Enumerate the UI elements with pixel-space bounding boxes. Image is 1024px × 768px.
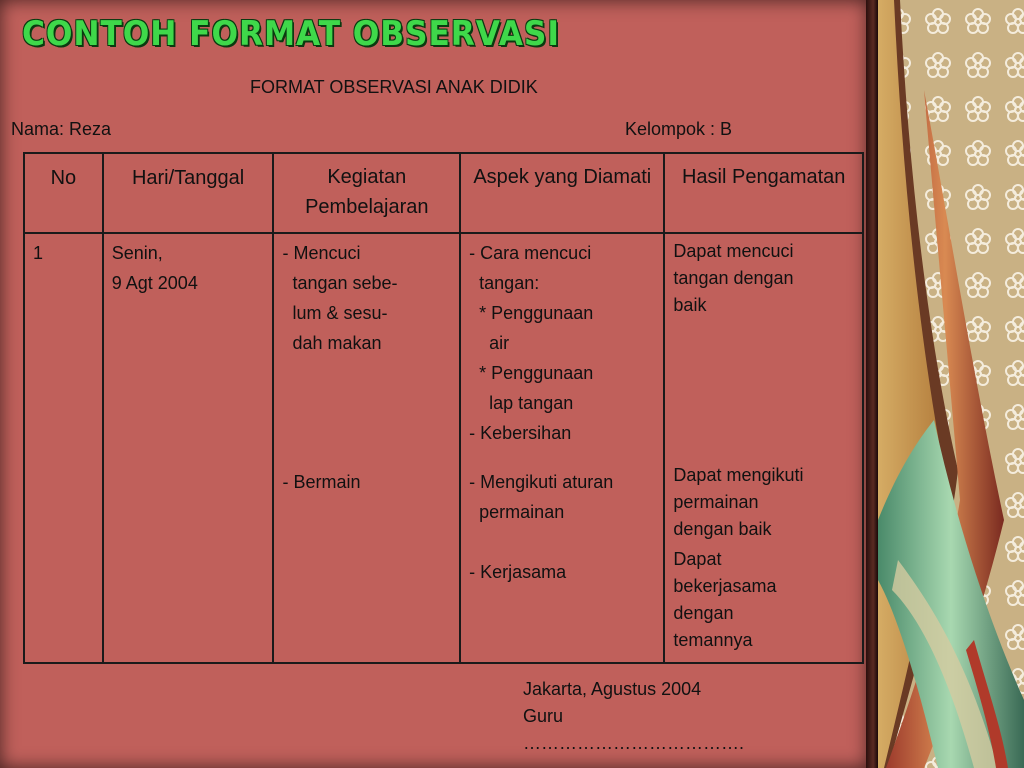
slide-title: CONTOH FORMAT OBSERVASI — [22, 14, 560, 54]
kegiatan-mencuci: - Mencuci tangan sebe- lum & sesu- dah makan — [282, 243, 398, 353]
header-hasil: Hasil Pengamatan — [664, 153, 863, 233]
hasil-mengikuti: Dapat mengikuti permainan dengan baik — [673, 465, 804, 539]
cell-kegiatan — [273, 233, 460, 663]
floral-decoration-panel — [878, 0, 1024, 768]
signer-role: Guru — [523, 706, 564, 726]
aspek-kerjasama: - Kerjasama — [469, 562, 567, 582]
cell-no — [24, 233, 103, 663]
signature-line: ………………………………. — [523, 733, 745, 753]
cell-hari-tanggal — [103, 233, 274, 663]
place-date: Jakarta, Agustus 2004 — [523, 679, 702, 699]
hasil-mencuci: Dapat mencuci tangan dengan baik — [673, 241, 794, 315]
header-no: No — [24, 153, 103, 233]
aspek-aturan-permainan: - Mengikuti aturan permainan — [469, 472, 614, 522]
slide-frame-edge — [866, 0, 878, 768]
aspek-cara-mencuci: - Cara mencuci tangan: * Penggunaan air * Penggunaan lap tangan - Kebersihan — [469, 243, 594, 443]
hasil-kerjasama: Dapat bekerjasama dengan temannya — [673, 549, 777, 650]
cell-hasil — [664, 233, 863, 663]
cell-aspek — [460, 233, 664, 663]
table-header-row — [24, 153, 863, 233]
form-subtitle: FORMAT OBSERVASI ANAK DIDIK — [250, 77, 538, 97]
header-aspek: Aspek yang Diamati — [460, 153, 664, 233]
signature-block — [523, 676, 744, 757]
row-number: 1 — [33, 243, 44, 263]
day-text: Senin, — [111, 243, 163, 263]
student-name: Nama: Reza — [11, 119, 112, 139]
date-text: 9 Agt 2004 — [111, 273, 198, 293]
floral-decoration-graphic — [878, 0, 1024, 768]
student-group: Kelompok : B — [625, 119, 733, 139]
table-row — [24, 233, 863, 663]
header-hari-tanggal: Hari/Tanggal — [103, 153, 274, 233]
observation-table — [23, 152, 864, 664]
header-kegiatan: Kegiatan Pembelajaran — [273, 153, 460, 233]
kegiatan-bermain: - Bermain — [282, 472, 361, 492]
